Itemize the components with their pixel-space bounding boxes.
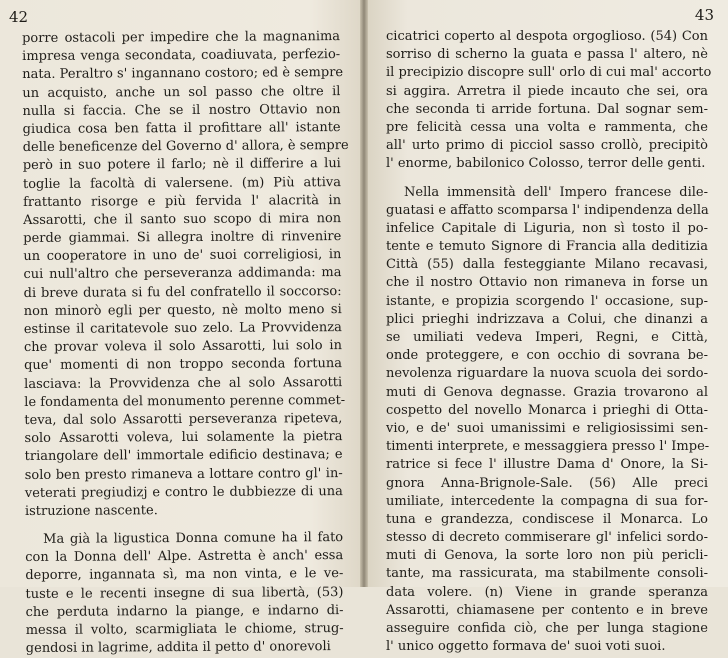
text-line: nevolenza riguardare la nuova scuola dei sordo-	[386, 366, 708, 382]
text-line: l' enorme, babilonico Colosso, terror delle genti.	[386, 156, 706, 172]
text-line: sorriso di scherno la guata e passa l' altero, nè	[386, 47, 708, 63]
text-line: deporre, ingannata sì, ma non vinta, e le ve-	[25, 566, 344, 584]
right-page-text	[386, 28, 712, 656]
text-line: teva, dal solo Assarotti perseveranza ripeteva,	[24, 410, 343, 428]
left-page-text	[22, 28, 349, 658]
book-gutter	[360, 0, 368, 587]
text-line: solo ben presto rimaneva a lottare contro gl' in-	[24, 465, 343, 483]
page-number-left: 42	[9, 8, 29, 26]
text-line: istruzione nascente.	[24, 503, 158, 519]
text-line: plici prieghi indrizzava a Colui, che dinanzi a	[386, 311, 708, 327]
text-line: toglie la facoltà di valersene. (m) Più attiva	[22, 174, 341, 192]
text-line: l' unico oggetto formava de' suoi voti suoi.	[386, 639, 666, 655]
text-line: gnora Anna-Brignole-Sale. (56) Alle preci	[386, 475, 708, 491]
text-line: muti di Genova, la sorte loro non più pericli-	[386, 548, 708, 564]
text-line: onde proteggere, e con occhio di sovrana be-	[386, 348, 708, 364]
text-line: muti di Genova degnasse. Grazia trovarono al	[386, 384, 708, 400]
text-line: delle beneficenze del Governo d' allora, è sempre	[22, 138, 349, 156]
text-line: che seconda ti arride fortuna. Dal sognar sem-	[386, 101, 708, 117]
text-line: Città (55) dalla festeggiante Milano recavasi,	[386, 257, 708, 273]
text-line: tuna e grandezza, condiscese il Monarca. Lo	[386, 511, 708, 527]
text-line: che perduta indarno la piange, e indarno di-	[25, 602, 344, 620]
text-line: solo Assarotti voleva, lui solamente la pietra	[24, 429, 343, 447]
text-line: vio, e de' suoi umanissimi e religiosissimi sen-	[386, 420, 708, 436]
text-line: Ma già la ligustica Donna comune ha il fato	[43, 530, 344, 547]
page-number-right: 43	[694, 6, 714, 24]
text-line: istante, e propizia scorgendo l' occasione, sup-	[386, 293, 708, 309]
text-line: cospetto del novello Monarca i prieghi di Otta-	[386, 402, 708, 418]
text-line: non minorò egli per questo, nè molto meno si	[23, 301, 342, 319]
text-line: Assarotti, che il santo suo scopo di mira non	[23, 210, 342, 228]
text-line: que' momenti di non troppo seconda fortuna	[24, 356, 343, 374]
text-line: frattanto risorge e più fervida l' alacrità in	[23, 192, 342, 210]
text-line: che il nostro Ottavio non rimaneva in forse un	[386, 275, 708, 291]
text-line: Nella immensità dell' Impero francese dile-	[404, 184, 708, 200]
text-line: all' urto primo di picciol sasso crollò, precipitò	[386, 138, 708, 154]
text-line: nata. Peraltro s' ingannano costoro; ed è sempre	[22, 65, 344, 83]
text-line: nulla si faccia. Che se il nostro Ottavio non	[22, 101, 341, 119]
text-line: di breve durata si fu del confratello il soccorso:	[23, 283, 342, 301]
text-line: timenti interprete, e messaggiera presso l' Impe-	[386, 439, 710, 455]
text-line: triangolare dell' immortale edificio destinava; e	[24, 447, 343, 465]
right-page	[364, 0, 728, 655]
text-line: un acquisto, anche un sol passo che oltre il	[22, 83, 341, 101]
text-line: con la Donna dell' Alpe. Astretta è anch' essa	[25, 548, 344, 566]
text-line: estinse il caritatevole suo zelo. La Provvidenza	[23, 320, 342, 337]
text-line: data volere. (n) Viene in grande speranza	[386, 584, 708, 600]
text-line: guatasi e affatto scomparsa l' indipendenza della	[386, 202, 709, 218]
text-line: che provar voleva il solo Assarotti, lui solo in	[23, 338, 342, 356]
text-line: umiliate, intercedente la compagna di sua for-	[386, 493, 708, 509]
text-line: stesso di decreto commiserare gl' infelici sordo-	[386, 530, 708, 546]
text-line: porre ostacoli per impedire che la magnanima	[22, 29, 341, 46]
text-line: veterati pregiudizj e contro le dubbiezze di una	[24, 483, 343, 501]
text-line: ratrice si fece l' illustre Dama d' Onore, la Si-	[386, 457, 708, 473]
text-line: pre felicità cessa una volta e rammenta, che	[386, 119, 708, 135]
text-line: cicatrici coperto al despota orgoglioso. (54) Con	[386, 29, 708, 44]
text-line: infelice Capitale di Liguria, non sì tosto il po-	[386, 220, 708, 236]
text-line: tente e temuto Signore di Francia alla deditizia	[386, 239, 708, 255]
text-line: gendosi in lagrime, addita il petto d' onorevoli	[25, 639, 331, 657]
text-line: il precipizio discopre sull' orlo di cui mal' accorto	[386, 65, 712, 81]
text-line: impresa venga secondata, coadiuvata, perfezio-	[22, 47, 341, 65]
text-line: messa il volto, scarmigliata le chiome, strug-	[25, 621, 344, 638]
text-line: tuste e le recenti insegne di sua libertà, (53)	[25, 584, 344, 602]
text-line: asseguire confida ciò, che per lunga stagione	[386, 621, 708, 636]
text-line: un cooperatore in uno de' suoi correligiosi, in	[23, 247, 342, 265]
text-line: se umiliati vedeva Imperi, Regni, e Città,	[386, 330, 708, 345]
text-line: le fondamenta del monumento perenne commet-	[24, 392, 346, 410]
text-line: cui null'altro che perseveranza addimanda: ma	[23, 265, 342, 283]
text-line: lasciava: la Provvidenza che al solo Assarotti	[24, 374, 343, 392]
left-page	[0, 0, 364, 657]
text-line: perde giammai. Si allegra inoltre di rinvenire	[23, 229, 342, 247]
text-line: Assarotti, chiamasene per contento e in breve	[386, 602, 708, 618]
text-line: tante, ma rassicurata, ma stabilmente consoli-	[386, 566, 708, 582]
text-line: giudica cosa ben fatta il profittare all' istante	[22, 119, 341, 137]
text-line: però in suo potere il farlo; nè il differire a lui	[22, 156, 341, 174]
text-line: si aggira. Arretra il piede incauto che sei, ora	[386, 83, 708, 99]
